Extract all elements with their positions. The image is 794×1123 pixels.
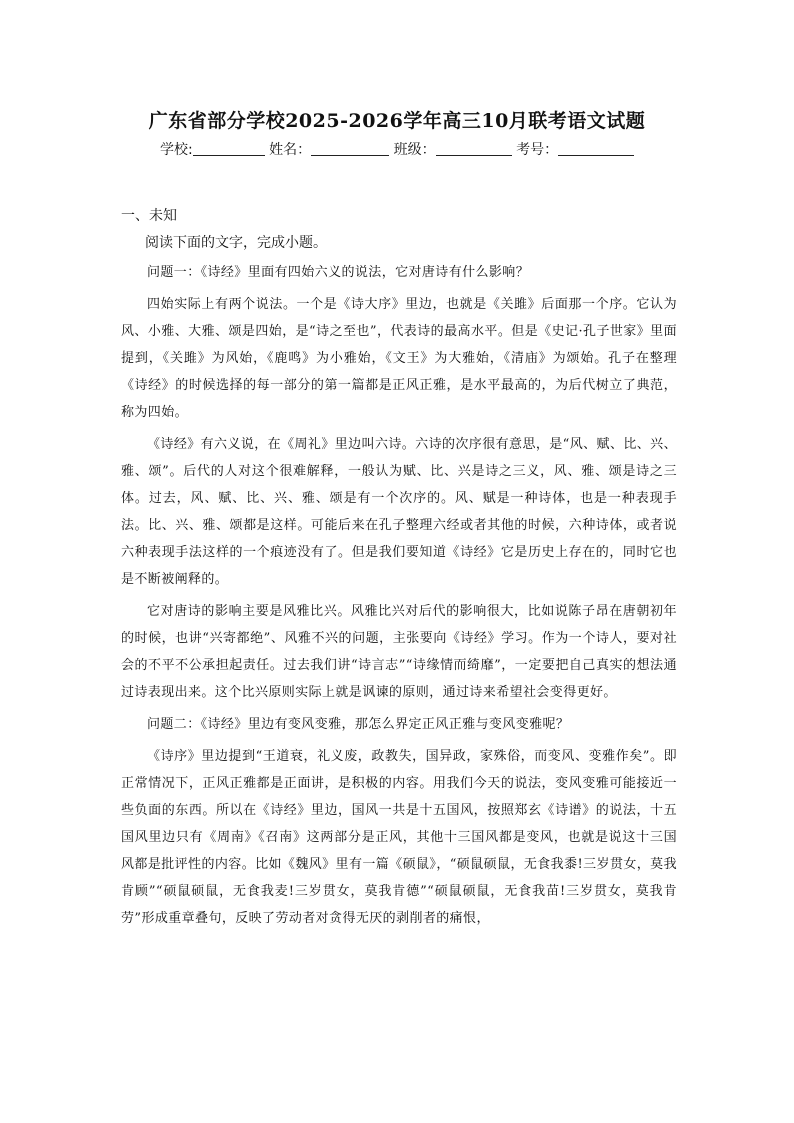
paragraph: 《诗序》里边提到“王道衰，礼义废，政教失，国异政，家殊俗，而变风、变雅作矣”。即正常情况下，正风正雅都是正面讲，是积极的内容。用我们今天的说法，变风变雅可能接近一些负面的东西。所以在《诗经》里边，国风一共是十五国风，按照郑玄《诗谱》的说法，十五国风里边只有《周南》《召南》这两部分是正风，其他十三国风都是变风，也就是说这十三国风都是批评性的内容。比如《魏风》里有一篇《硕鼠》，“硕鼠硕鼠，无食我黍!三岁贯女，莫我肯顾”“硕鼠硕鼠，无食我麦!三岁贯女，莫我肯德”“硕鼠硕鼠，无食我苗!三岁贯女，莫我肯劳”形成重章叠句，反映了劳动者对贪得无厌的剥削者的痛恨， [121, 749, 677, 926]
name-blank [311, 141, 389, 156]
exam-number-label: 考号： [516, 142, 559, 158]
section-heading: 一、未知 [121, 208, 177, 224]
exam-number-blank [558, 141, 634, 156]
school-blank [193, 141, 265, 156]
paragraph: 四始实际上有两个说法。一个是《诗大序》里边，也就是《关雎》后面那一个序。它认为风、小雅、大雅、颂是四始，是“诗之至也”，代表诗的最高水平。但是《史记·孔子世家》里面提到，《关雎》为风始，《鹿鸣》为小雅始，《文王》为大雅始，《清庙》为颂始。孔子在整理《诗经》的时候选择的每一部分的第一篇都是正风正雅，是水平最高的，为后代树立了典范，称为四始。 [121, 297, 677, 420]
reading-passage [121, 259, 677, 937]
school-label: 学校: [160, 142, 193, 158]
instruction-text: 阅读下面的文字，完成小题。 [145, 235, 327, 251]
paragraph: 《诗经》有六义说，在《周礼》里边叫六诗。六诗的次序很有意思，是“风、赋、比、兴、雅、颂”。后代的人对这个很难解释，一般认为赋、比、兴是诗之三义，风、雅、颂是诗之三体。过去，风、赋、比、兴、雅、颂是有一个次序的。风、赋是一种诗体，也是一种表现手法。比、兴、雅、颂都是这样。可能后来在孔子整理六经或者其他的时候，六种诗体，或者说六种表现手法这样的一个痕迹没有了。但是我们要知道《诗经》它是历史上存在的，同时它也是不断被阐释的。 [121, 437, 677, 587]
paragraph: 问题二：《诗经》里边有变风变雅，那怎么界定正风正雅与变风变雅呢？ [147, 717, 570, 732]
class-blank [436, 141, 512, 156]
class-label: 班级： [393, 142, 436, 158]
paragraph: 问题一：《诗经》里面有四始六义的说法，它对唐诗有什么影响？ [147, 265, 530, 280]
page-title: 广东省部分学校2025-2026学年高三10月联考语文试题 [148, 110, 646, 132]
paragraph: 它对唐诗的影响主要是风雅比兴。风雅比兴对后代的影响很大，比如说陈子昂在唐朝初年的时候，也讲“兴寄都绝”、风雅不兴的问题，主张要向《诗经》学习。作为一个诗人，要对社会的不平不公承担起责任。过去我们讲“诗言志”“诗缘情而绮靡”，一定要把自己真实的想法通过诗表现出来。这个比兴原则实际上就是讽谏的原则，通过诗来希望社会变得更好。 [121, 604, 677, 700]
name-label: 姓名： [269, 142, 312, 158]
student-info-line [160, 139, 660, 159]
